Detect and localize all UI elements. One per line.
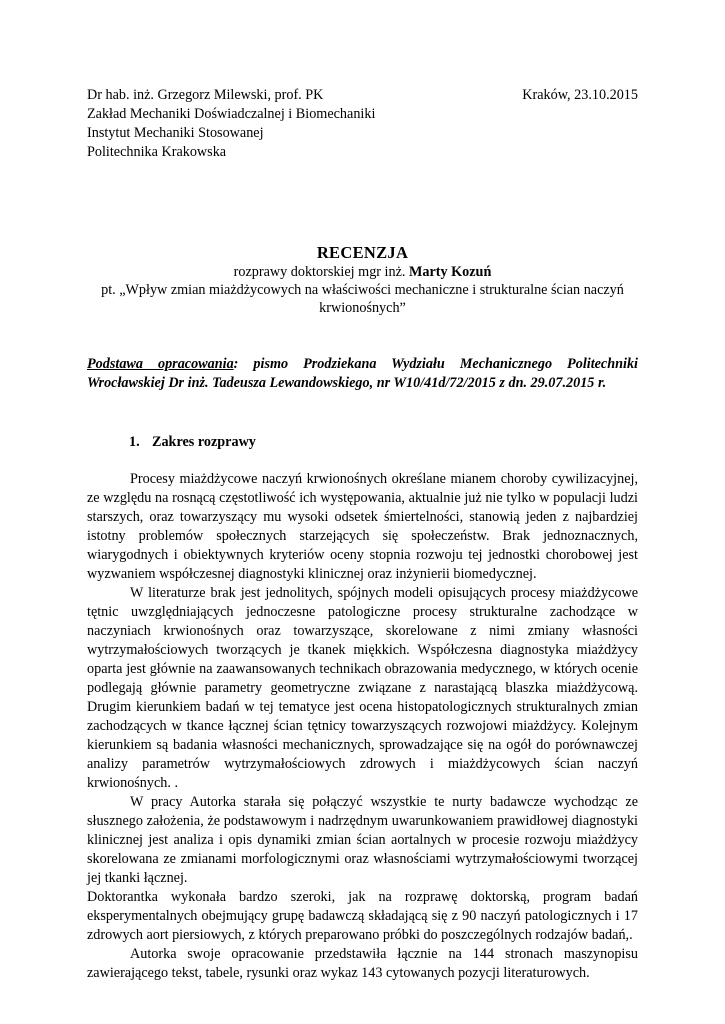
paragraph: Autorka swoje opracowanie przedstawiła łącznie na 144 stronach maszynopisu zawierającego tekst, tabele, rysunki oraz wykaz 143 cytowanych pozycji literaturowych. [87,946,638,981]
paragraph: W literaturze brak jest jednolitych, spójnych modeli opisujących procesy miażdżycowe tętnic uwzględniających jednoczesne patologiczne procesy strukturalne zachodzące w naczyniach krwionośnych oraz towarzyszące, skorelowane z nimi zmiany własności wytrzymałościowych tworzących je tkanek miękkich. Współczesna diagnostyka miażdżycy oparta jest głównie na zaawansowanych technikach obrazowania medycznego, w których ocenie podlegają głównie parametry geometryczne związane z narastającą blaszka miażdżycową. Drugim kierunkiem badań w tej tematyce jest ocena histopatologicznych strukturalnych zmian zachodzących w tkance łącznej ścian tętnicy towarzyszących rozwojowi miażdżycy. Kolejnym kierunkiem są badania własności mechanicznych, sprowadzające się na ogół do porównawczej analizy parametrów wytrzymałościowych zdrowych i miażdżycowych ścian naczyń krwionośnych. . [87,585,638,791]
section-title: Zakres rozprawy [152,434,256,450]
section-number: 1. [129,434,140,450]
letter-header [87,86,638,162]
section-body [87,470,638,983]
paragraph: W pracy Autorka starała się połączyć wszystkie te nurty badawcze wychodząc ze słusznego założenia, że podstawowym i nadrzędnym uwarunkowaniem prawidłowej diagnostyki klinicznej jest analiza i opis dynamiki zmian ścian aortalnych w procesie rozwoju miażdżycy skorelowana ze zmianami morfologicznymi oraz własnościami wytrzymałościowymi tworzącej jej tkanki łącznej. [87,794,638,886]
candidate-name: Marty Kozuń [408,264,492,280]
document-subtitle [87,263,638,281]
place-date: Kraków, 23.10.2015 [522,87,638,103]
author-institute: Instytut Mechaniki Stosowanej [87,125,264,141]
review-basis [87,355,638,393]
subtitle-prefix: rozprawy doktorskiej mgr inż. [233,264,409,280]
paragraph: Doktorantka wykonała bardzo szeroki, jak na rozprawę doktorską, program badań eksperymentalnych obejmujący grupę badawczą składającą się z 90 naczyń patologicznych i 17 zdrowych aort piersiowych, z których preparowano próbki do poszczególnych rodzajów badań,. [87,889,638,943]
author-department: Zakład Mechaniki Doświadczalnej i Biomechaniki [87,106,376,122]
paragraph: Procesy miażdżycowe naczyń krwionośnych określane mianem choroby cywilizacyjnej, ze względu na rosnącą częstotliwość ich występowania, aktualnie już nie tylko w populacji ludzi starszych, oraz towarzyszący mu wysoki odsetek śmiertelności, stanowią jeden z najbardziej istotny problemów społecznych starzejących się społeczeństw. Brak jednoznacznych, wiarygodnych i obiektywnych kryteriów oceny stopnia rozwoju tej jednostki chorobowej jest wyzwaniem współczesnej diagnostyki klinicznej oraz inżynierii biomedycznej. [87,471,638,582]
document-title: RECENZJA [316,243,409,262]
author-university: Politechnika Krakowska [87,144,227,160]
author-name: Dr hab. inż. Grzegorz Milewski, prof. PK [87,87,324,103]
thesis-title: pt. „Wpływ zmian miażdżycowych na właściwości mechaniczne i strukturalne ścian naczyń krwionośnych” [101,282,624,316]
section-heading [129,433,638,452]
document-page [87,86,638,983]
title-block [87,243,638,317]
basis-text: : pismo Prodziekana Wydziału Mechanicznego Politechniki Wrocławskiej Dr inż. Tadeusza Lewandowskiego, nr W10/41d/72/2015 z dn. 29.07.2015 r. [87,356,638,391]
basis-label: Podstawa opracowania [87,356,234,372]
